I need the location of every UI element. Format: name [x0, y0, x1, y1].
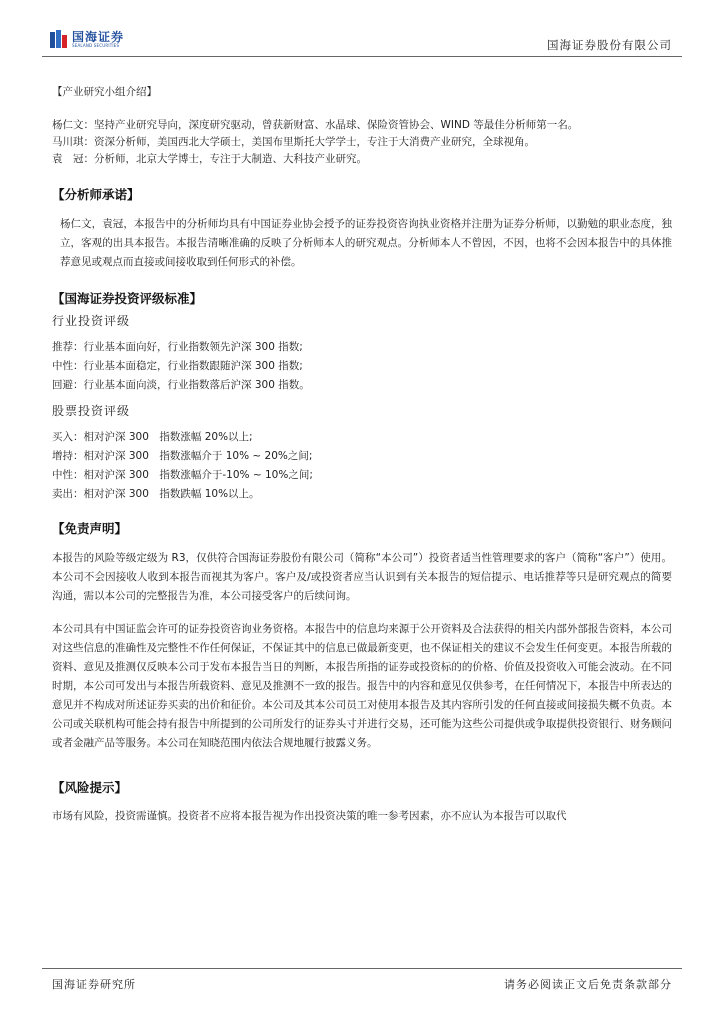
- header-company-name: 国海证券股份有限公司: [547, 38, 672, 52]
- disclaimer-title: 【免责声明】: [52, 521, 128, 536]
- stock-rating-sell: 卖出：相对沪深 300 指数跌幅 10%以上。: [52, 488, 260, 500]
- commitment-title: 【分析师承诺】: [52, 187, 140, 202]
- logo-mark-icon: [50, 30, 68, 48]
- stock-rating-neutral: 中性：相对沪深 300 指数涨幅介于-10% ~ 10%之间;: [52, 469, 313, 481]
- disclaimer-paragraph-2: 本公司具有中国证监会许可的证券投资咨询业务资格。本报告中的信息均来源于公开资料及合法获得的相关内部外部报告资料，本公司对这些信息的准确性及完整性不作任何保证，不保证其中的信息已做最新变更，也不保证相关的建议不会发生任何变更。本报告所载的资料、意见及推测仅反映本公司于发布本报告当日的判断，本报告所指的证券或投资标的的价格、价值及投资收入可能会波动。在不同时期，本公司可发出与本报告所载资料、意见及推测不一致的报告。报告中的内容和意见仅供参考，在任何情况下，本报告中所表达的意见并不构成对所述证券买卖的出价和征价。本公司及其本公司员工对使用本报告及其内容所引发的任何直接或间接损失概不负责。本公司或关联机构可能会持有报告中所提到的公司所发行的证券头寸并进行交易，还可能为这些公司提供或争取提供投资银行、财务顾问或者金融产品等服务。本公司在知晓范围内依法合规地履行披露义务。: [52, 623, 672, 749]
- industry-rating-title: 行业投资评级: [52, 314, 131, 328]
- risk-title: 【风险提示】: [52, 780, 128, 795]
- logo-en-text: SEALAND SECURITIES: [72, 42, 120, 48]
- risk-text: 市场有风险，投资需谨慎。投资者不应将本报告视为作出投资决策的唯一参考因素，亦不应认为本报告可以取代: [52, 810, 567, 822]
- stock-rating-title: 股票投资评级: [52, 404, 131, 418]
- logo-cn-text: 国海证券: [72, 29, 125, 44]
- industry-rating-recommend: 推荐：行业基本面向好，行业指数领先沪深 300 指数;: [52, 341, 303, 353]
- footer-notice: 请务必阅读正文后免责条款部分: [504, 978, 672, 991]
- footer-divider: [42, 968, 682, 969]
- page-header: [50, 28, 672, 56]
- rating-title: 【国海证券投资评级标准】: [52, 291, 203, 306]
- team-member-yang: 杨仁文：坚持产业研究导向，深度研究驱动，曾获新财富、水晶球、保险资管协会、WIND 等最佳分析师第一名。: [52, 119, 579, 131]
- footer-institute: 国海证券研究所: [52, 978, 136, 991]
- industry-rating-avoid: 回避：行业基本面向淡，行业指数落后沪深 300 指数。: [52, 379, 310, 391]
- stock-rating-buy: 买入：相对沪深 300 指数涨幅 20%以上;: [52, 431, 253, 443]
- commitment-text: 杨仁文，袁冠，本报告中的分析师均具有中国证券业协会授予的证券投资咨询执业资格并注册为证券分析师，以勤勉的职业态度，独立，客观的出具本报告。本报告清晰准确的反映了分析师本人的研究观点。分析师本人不曾因，不因，也将不会因本报告中的具体推荐意见或观点而直接或间接收取到任何形式的补偿。: [60, 218, 672, 268]
- stock-rating-overweight: 增持：相对沪深 300 指数涨幅介于 10% ~ 20%之间;: [52, 450, 313, 462]
- team-member-yuan: 袁 冠：分析师，北京大学博士，专注于大制造、大科技产业研究。: [52, 153, 367, 165]
- document-body: [52, 84, 672, 825]
- industry-rating-neutral: 中性：行业基本面稳定，行业指数跟随沪深 300 指数;: [52, 360, 303, 372]
- company-logo: [50, 30, 124, 48]
- team-title: 【产业研究小组介绍】: [52, 86, 157, 98]
- disclaimer-paragraph-1: 本报告的风险等级定级为 R3，仅供符合国海证券股份有限公司（简称“本公司”）投资者适当性管理要求的客户（简称“客户”）使用。本公司不会因接收人收到本报告而视其为客户。客户及/或投资者应当认识到有关本报告的短信提示、电话推荐等只是研究观点的简要沟通，需以本公司的完整报告为准，本公司接受客户的后续问询。: [52, 552, 672, 602]
- header-divider: [42, 56, 682, 57]
- team-member-ma: 马川琪：资深分析师，美国西北大学硕士，美国布里斯托大学学士，专注于大消费产业研究，全球视角。: [52, 136, 535, 148]
